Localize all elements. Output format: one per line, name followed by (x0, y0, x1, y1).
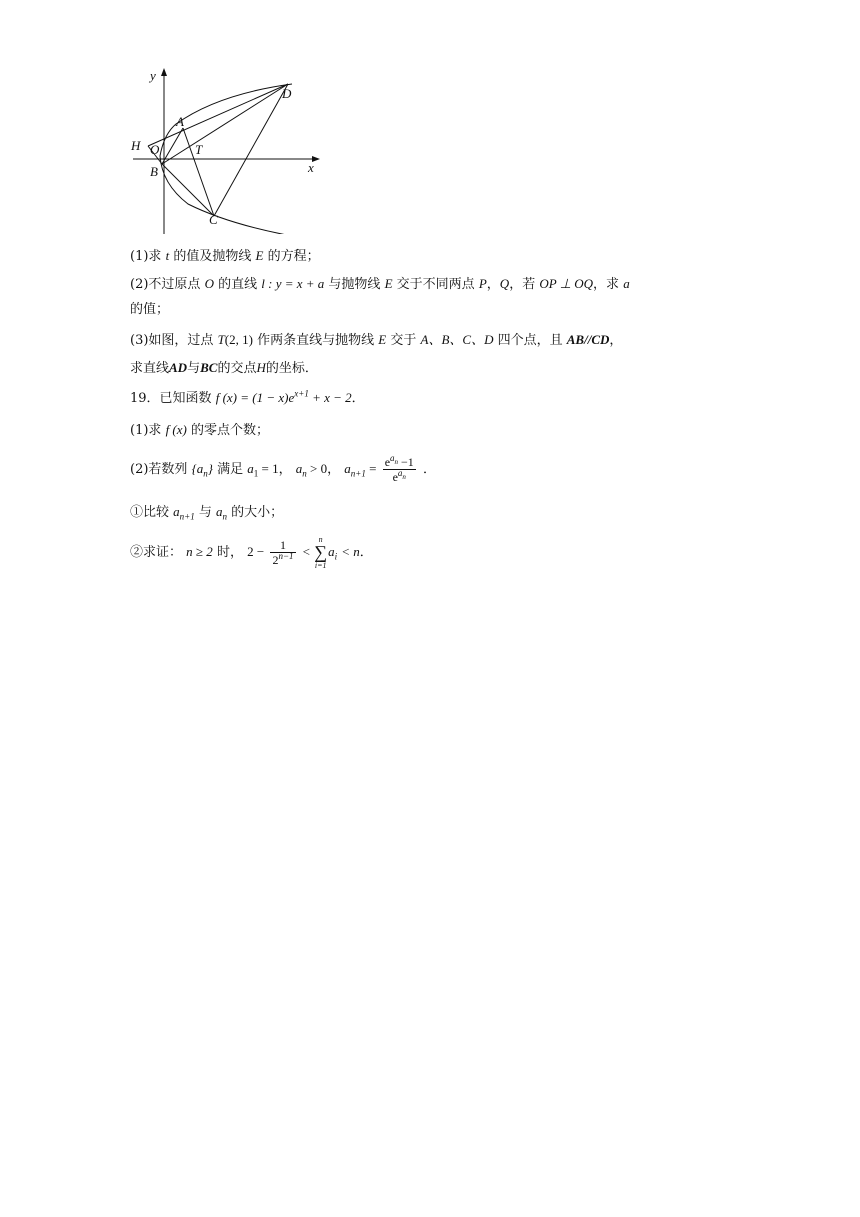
label-x: x (308, 160, 314, 175)
label-C: C (209, 212, 218, 227)
q19-fraction: $\frac{e^{a_n} -1}{e^{a_n}}$ (384, 453, 414, 484)
q19-part2-2: ②求证： n ≥ 2 时， 2 − $\frac{1}{2^{n-1}}$ < n ∑ i=1 $a_i < n$． (130, 535, 373, 570)
q18-part2-cont: 的值； (130, 302, 170, 317)
summation: n ∑ i=1 (314, 535, 328, 570)
q19-part2: (2)若数列 $\{a_n\}$ 满足 $a_1 = 1$， $a_n > 0$， $a_{n+1}$ = $\frac{e^{a_n} -1}{e^{a_n}}$ ． (130, 453, 436, 484)
label-T: T (195, 142, 203, 157)
label-A: A (176, 114, 184, 129)
q18-part1: (1)求 t 的值及抛物线 E 的方程； (130, 248, 320, 264)
q18-part3-cont: 求直线AD与BC的交点H的坐标． (130, 360, 318, 376)
y-axis-arrow (161, 68, 167, 76)
label-B: B (150, 164, 158, 179)
q19-part2-1: ①比较 $a_{n+1}$ 与 $a_n$ 的大小； (130, 504, 284, 522)
segments (148, 84, 288, 216)
q19-bound-fraction: $\frac{1}{2^{n-1}}$ (272, 538, 294, 567)
q18-part2: (2)不过原点 O 的直线 l : y = x + a 与抛物线 E 交于不同两点 P，Q，若 OP ⊥ OQ，求 a (130, 276, 630, 292)
q18-part3: (3)如图，过点 T(2, 1) 作两条直线与抛物线 E 交于 A、B、C、D 四个点，且 AB//CD， (130, 332, 623, 348)
q19-part1: (1)求 f (x) 的零点个数； (130, 422, 270, 438)
parabola-figure (128, 64, 328, 234)
label-O: O (150, 142, 160, 157)
q19-stem: 19．已知函数 f $(x) = (1 - x)e^{x+1} + x - 2$． (130, 388, 365, 406)
label-D: D (282, 86, 292, 101)
label-H: H (131, 138, 141, 153)
label-y: y (150, 68, 156, 83)
